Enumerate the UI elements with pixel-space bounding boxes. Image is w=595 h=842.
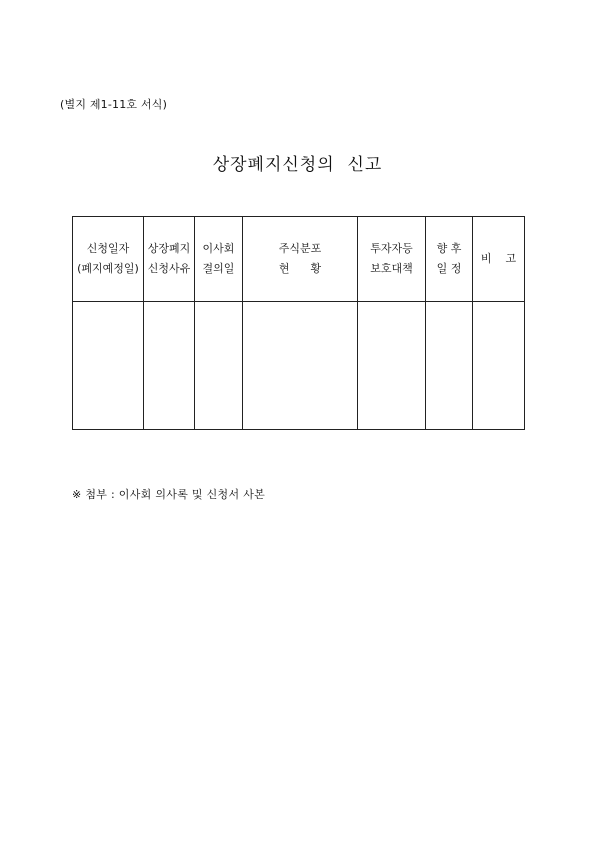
header-label: 비 고 — [480, 252, 517, 265]
report-table — [72, 216, 525, 430]
header-label: 주식분포 — [278, 242, 322, 255]
cell-investor-protection[interactable] — [358, 302, 426, 430]
header-label: 투자자등 — [370, 242, 413, 255]
header-label: 현 황 — [278, 262, 322, 275]
cell-board-resolution-date[interactable] — [195, 302, 243, 430]
header-label: 신청일자 — [86, 242, 130, 255]
header-label: 향 후 — [436, 242, 462, 255]
header-remarks — [473, 217, 525, 302]
document-title: 상장폐지신청의 신고 — [212, 155, 383, 175]
header-label: 보호대책 — [370, 262, 413, 275]
header-label: 일 정 — [436, 262, 462, 275]
header-label: (폐지예정일) — [77, 262, 139, 275]
cell-future-schedule[interactable] — [426, 302, 473, 430]
cell-share-distribution[interactable] — [243, 302, 358, 430]
header-label: 이사회 — [202, 242, 235, 255]
header-label: 신청사유 — [147, 262, 191, 275]
cell-delisting-reason[interactable] — [144, 302, 195, 430]
header-future-schedule — [426, 217, 473, 302]
attachment-note: ※ 첨부 : 이사회 의사록 및 신청서 사본 — [72, 488, 266, 501]
header-application-date — [73, 217, 144, 302]
table-row — [73, 302, 525, 430]
cell-remarks[interactable] — [473, 302, 525, 430]
header-share-distribution — [243, 217, 358, 302]
form-number: (별지 제1-11호 서식) — [60, 98, 168, 111]
cell-application-date[interactable] — [73, 302, 144, 430]
table-header-row — [73, 217, 525, 302]
header-label: 상장폐지 — [147, 242, 191, 255]
header-label: 결의일 — [202, 262, 235, 275]
header-board-resolution-date — [195, 217, 243, 302]
header-investor-protection — [358, 217, 426, 302]
header-delisting-reason — [144, 217, 195, 302]
